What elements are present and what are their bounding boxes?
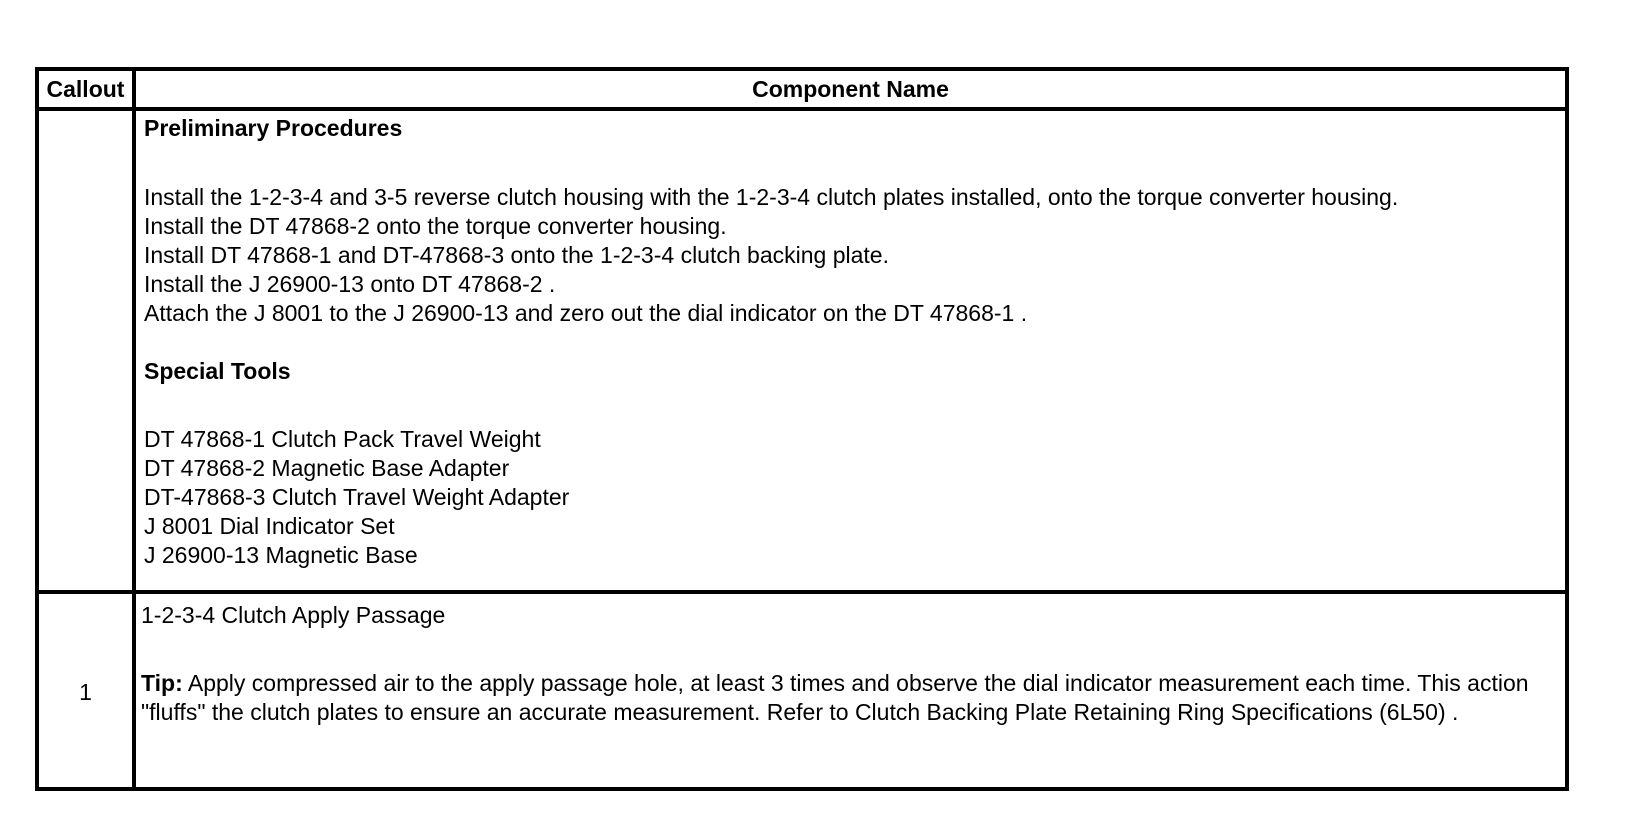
special-tool-item: DT-47868-3 Clutch Travel Weight Adapter <box>144 484 570 510</box>
callout-number: 1 <box>79 679 92 705</box>
column-divider <box>132 71 136 787</box>
tip-label: Tip: <box>141 670 183 696</box>
preliminary-steps <box>144 183 1555 328</box>
special-tool-item: DT 47868-1 Clutch Pack Travel Weight <box>144 426 541 452</box>
component-table <box>35 67 1569 791</box>
preliminary-step: Install the J 26900-13 onto DT 47868-2 . <box>144 271 556 297</box>
preliminary-step: Attach the J 8001 to the J 26900-13 and zero out the dial indicator on the DT 47868-1 . <box>144 300 1028 326</box>
preliminary-step: Install the DT 47868-2 onto the torque converter housing. <box>144 213 727 239</box>
tip-paragraph <box>141 669 1557 727</box>
row-divider <box>39 590 1565 594</box>
preliminary-step: Install DT 47868-1 and DT-47868-3 onto the 1-2-3-4 clutch backing plate. <box>144 242 889 268</box>
special-tool-item: DT 47868-2 Magnetic Base Adapter <box>144 455 510 481</box>
header-callout: Callout <box>46 75 125 102</box>
preliminary-step: Install the 1-2-3-4 and 3-5 reverse clutch housing with the 1-2-3-4 clutch plates installed, onto the torque converter housing. <box>144 184 1399 210</box>
tip-text: Apply compressed air to the apply passage hole, at least 3 times and observe the dial indicator measurement each time. This action "fluffs" the clutch plates to ensure an accurate measurement. Refer to Clutch Backing Plate Retaining Ring Specifications (6L50) . <box>141 670 1529 725</box>
component-name: 1-2-3-4 Clutch Apply Passage <box>141 602 446 628</box>
header-row-divider <box>39 107 1565 111</box>
special-tools-heading: Special Tools <box>144 358 291 384</box>
special-tool-item: J 8001 Dial Indicator Set <box>144 513 395 539</box>
preliminary-procedures-heading: Preliminary Procedures <box>144 115 403 141</box>
special-tool-item: J 26900-13 Magnetic Base <box>144 542 418 568</box>
header-component-name: Component Name <box>752 75 949 102</box>
special-tools-list <box>144 425 1555 570</box>
